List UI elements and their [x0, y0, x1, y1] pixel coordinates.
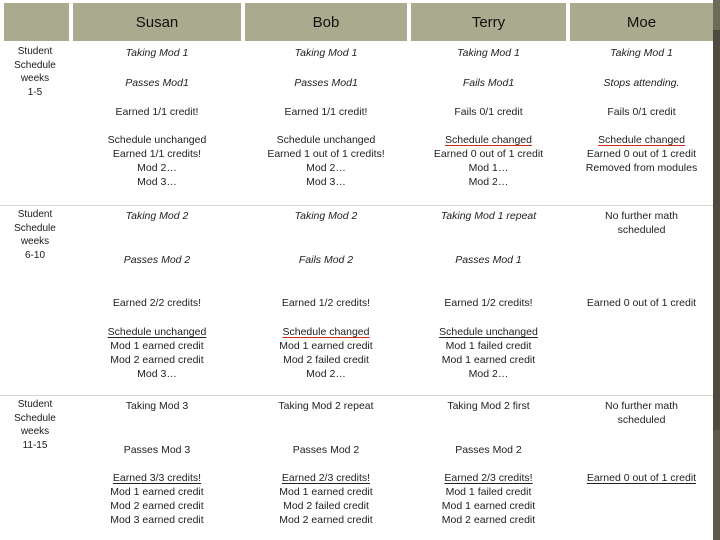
- header-bob: Bob: [245, 3, 407, 41]
- week-label-line: Schedule: [14, 412, 56, 424]
- cell-credit: Earned 1/1 credit!: [284, 106, 368, 118]
- week-label-1-5: [2, 45, 68, 99]
- final-line: Mod 1 failed credit: [445, 486, 532, 498]
- week-label-6-10: [2, 208, 68, 262]
- week-label-line: weeks: [20, 426, 50, 437]
- schedule-status: Schedule changed: [282, 326, 370, 338]
- cell-taking: [570, 209, 713, 237]
- schedule-line: Mod 1 earned credit: [110, 340, 204, 352]
- cell-schedule: [570, 133, 713, 175]
- cell-schedule: [73, 325, 241, 381]
- header-moe: Moe: [570, 3, 713, 41]
- week-label-line: weeks: [20, 236, 50, 247]
- final-line: Mod 1 earned credit: [279, 486, 373, 498]
- final-line: Mod 2 earned credit: [441, 514, 536, 526]
- cell-taking: Taking Mod 1: [457, 47, 520, 59]
- cell-credit: Earned 2/2 credits!: [112, 297, 202, 309]
- final-credits: Earned 0 out of 1 credit: [586, 472, 697, 484]
- cell-result: Stops attending.: [603, 77, 680, 89]
- cell-taking: [570, 399, 713, 427]
- week-label-line: Schedule: [14, 59, 56, 71]
- cell-credit: Earned 0 out of 1 credit: [586, 297, 697, 309]
- schedule-line: Mod 2…: [306, 368, 346, 380]
- final-line: Mod 1 earned credit: [110, 486, 204, 498]
- cell-credit: Fails 0/1 credit: [607, 106, 676, 118]
- schedule-line: Mod 2…: [137, 162, 177, 174]
- cell-result: Passes Mod 2: [455, 444, 522, 456]
- schedule-status: Schedule unchanged: [107, 326, 207, 338]
- taking-line: scheduled: [617, 414, 666, 426]
- schedule-status: Schedule unchanged: [107, 134, 207, 146]
- schedule-line: Mod 3…: [137, 176, 177, 188]
- cell-result: Passes Mod1: [125, 77, 189, 89]
- schedule-line: Mod 3…: [306, 176, 346, 188]
- cell-taking: Taking Mod 2 first: [447, 400, 530, 412]
- taking-line: scheduled: [617, 224, 666, 236]
- week-label-line: weeks: [20, 73, 50, 84]
- cell-result: Passes Mod 3: [123, 444, 191, 456]
- schedule-line: Mod 2 failed credit: [283, 354, 369, 366]
- cell-result: Passes Mod 2: [123, 254, 191, 266]
- schedule-status: Schedule unchanged: [276, 134, 376, 146]
- cell-taking: Taking Mod 1: [125, 47, 189, 59]
- cell-result: Fails Mod1: [462, 77, 515, 89]
- cell-final: [245, 471, 407, 527]
- week-label-line: 1-5: [27, 86, 43, 98]
- taking-line: No further math: [605, 210, 678, 222]
- cell-final: [570, 471, 713, 485]
- schedule-line: Earned 0 out of 1 credit: [586, 148, 697, 160]
- schedule-line: Mod 3…: [137, 368, 177, 380]
- schedule-line: Mod 1…: [468, 162, 509, 174]
- week-label-line: 11-15: [22, 439, 48, 451]
- final-credits: Earned 3/3 credits!: [112, 472, 202, 484]
- cell-credit: Earned 1/2 credits!: [281, 297, 371, 309]
- cell-taking: Taking Mod 1: [294, 47, 358, 59]
- schedule-line: Mod 1 earned credit: [441, 354, 536, 366]
- schedule-line: Mod 2 earned credit: [110, 354, 204, 366]
- schedule-line: Earned 1 out of 1 credits!: [267, 148, 385, 160]
- week-label-line: Student: [17, 209, 53, 220]
- schedule-line: Earned 0 out of 1 credit: [433, 148, 544, 160]
- cell-schedule: [245, 133, 407, 189]
- cell-result: Passes Mod 1: [455, 254, 522, 266]
- cell-taking: Taking Mod 3: [125, 400, 189, 412]
- week-label-line: Schedule: [14, 222, 56, 234]
- final-line: Mod 2 earned credit: [279, 514, 373, 526]
- schedule-line: Earned 1/1 credits!: [112, 148, 202, 160]
- right-edge-strip: [713, 0, 720, 540]
- cell-credit: Fails 0/1 credit: [454, 106, 523, 118]
- row-divider: [0, 205, 713, 206]
- week-label-line: Student: [17, 399, 53, 410]
- cell-result: Passes Mod1: [294, 77, 358, 89]
- week-label-line: Student: [17, 46, 53, 57]
- cell-schedule: [73, 133, 241, 189]
- cell-credit: Earned 1/1 credit!: [115, 106, 199, 118]
- strip-accent-top: [713, 0, 720, 30]
- final-credits: Earned 2/3 credits!: [444, 472, 533, 484]
- cell-schedule: [411, 133, 566, 189]
- cell-final: [73, 471, 241, 527]
- schedule-line: Mod 2…: [468, 176, 509, 188]
- header-terry: Terry: [411, 3, 566, 41]
- schedule-line: Mod 1 earned credit: [279, 340, 373, 352]
- cell-taking: Taking Mod 2: [294, 210, 358, 222]
- cell-schedule: [245, 325, 407, 381]
- cell-credit: Earned 1/2 credits!: [444, 297, 533, 309]
- header-susan: Susan: [73, 3, 241, 41]
- schedule-line: Mod 1 failed credit: [445, 340, 532, 352]
- cell-taking: Taking Mod 1: [610, 47, 673, 59]
- schedule-line: Mod 2…: [306, 162, 346, 174]
- cell-final: [411, 471, 566, 527]
- cell-taking: Taking Mod 1 repeat: [440, 210, 537, 222]
- cell-result: Fails Mod 2: [298, 254, 354, 266]
- final-credits: Earned 2/3 credits!: [281, 472, 371, 484]
- row-divider: [0, 395, 713, 396]
- final-line: Mod 1 earned credit: [441, 500, 536, 512]
- schedule-status: Schedule changed: [598, 134, 685, 146]
- final-line: Mod 2 failed credit: [283, 500, 369, 512]
- schedule-line: Removed from modules: [585, 162, 698, 174]
- cell-result: Passes Mod 2: [292, 444, 360, 456]
- week-label-11-15: [2, 398, 68, 452]
- final-line: Mod 2 earned credit: [110, 500, 204, 512]
- schedule-status: Schedule changed: [445, 134, 532, 146]
- cell-taking: Taking Mod 2 repeat: [278, 400, 374, 412]
- strip-accent-bottom: [713, 430, 720, 540]
- schedule-status: Schedule unchanged: [439, 326, 538, 338]
- header-corner-cell: [4, 3, 69, 41]
- cell-taking: Taking Mod 2: [125, 210, 189, 222]
- taking-line: No further math: [605, 400, 678, 412]
- cell-schedule: [411, 325, 566, 381]
- final-line: Mod 3 earned credit: [110, 514, 204, 526]
- week-label-line: 6-10: [24, 249, 45, 261]
- schedule-line: Mod 2…: [468, 368, 509, 380]
